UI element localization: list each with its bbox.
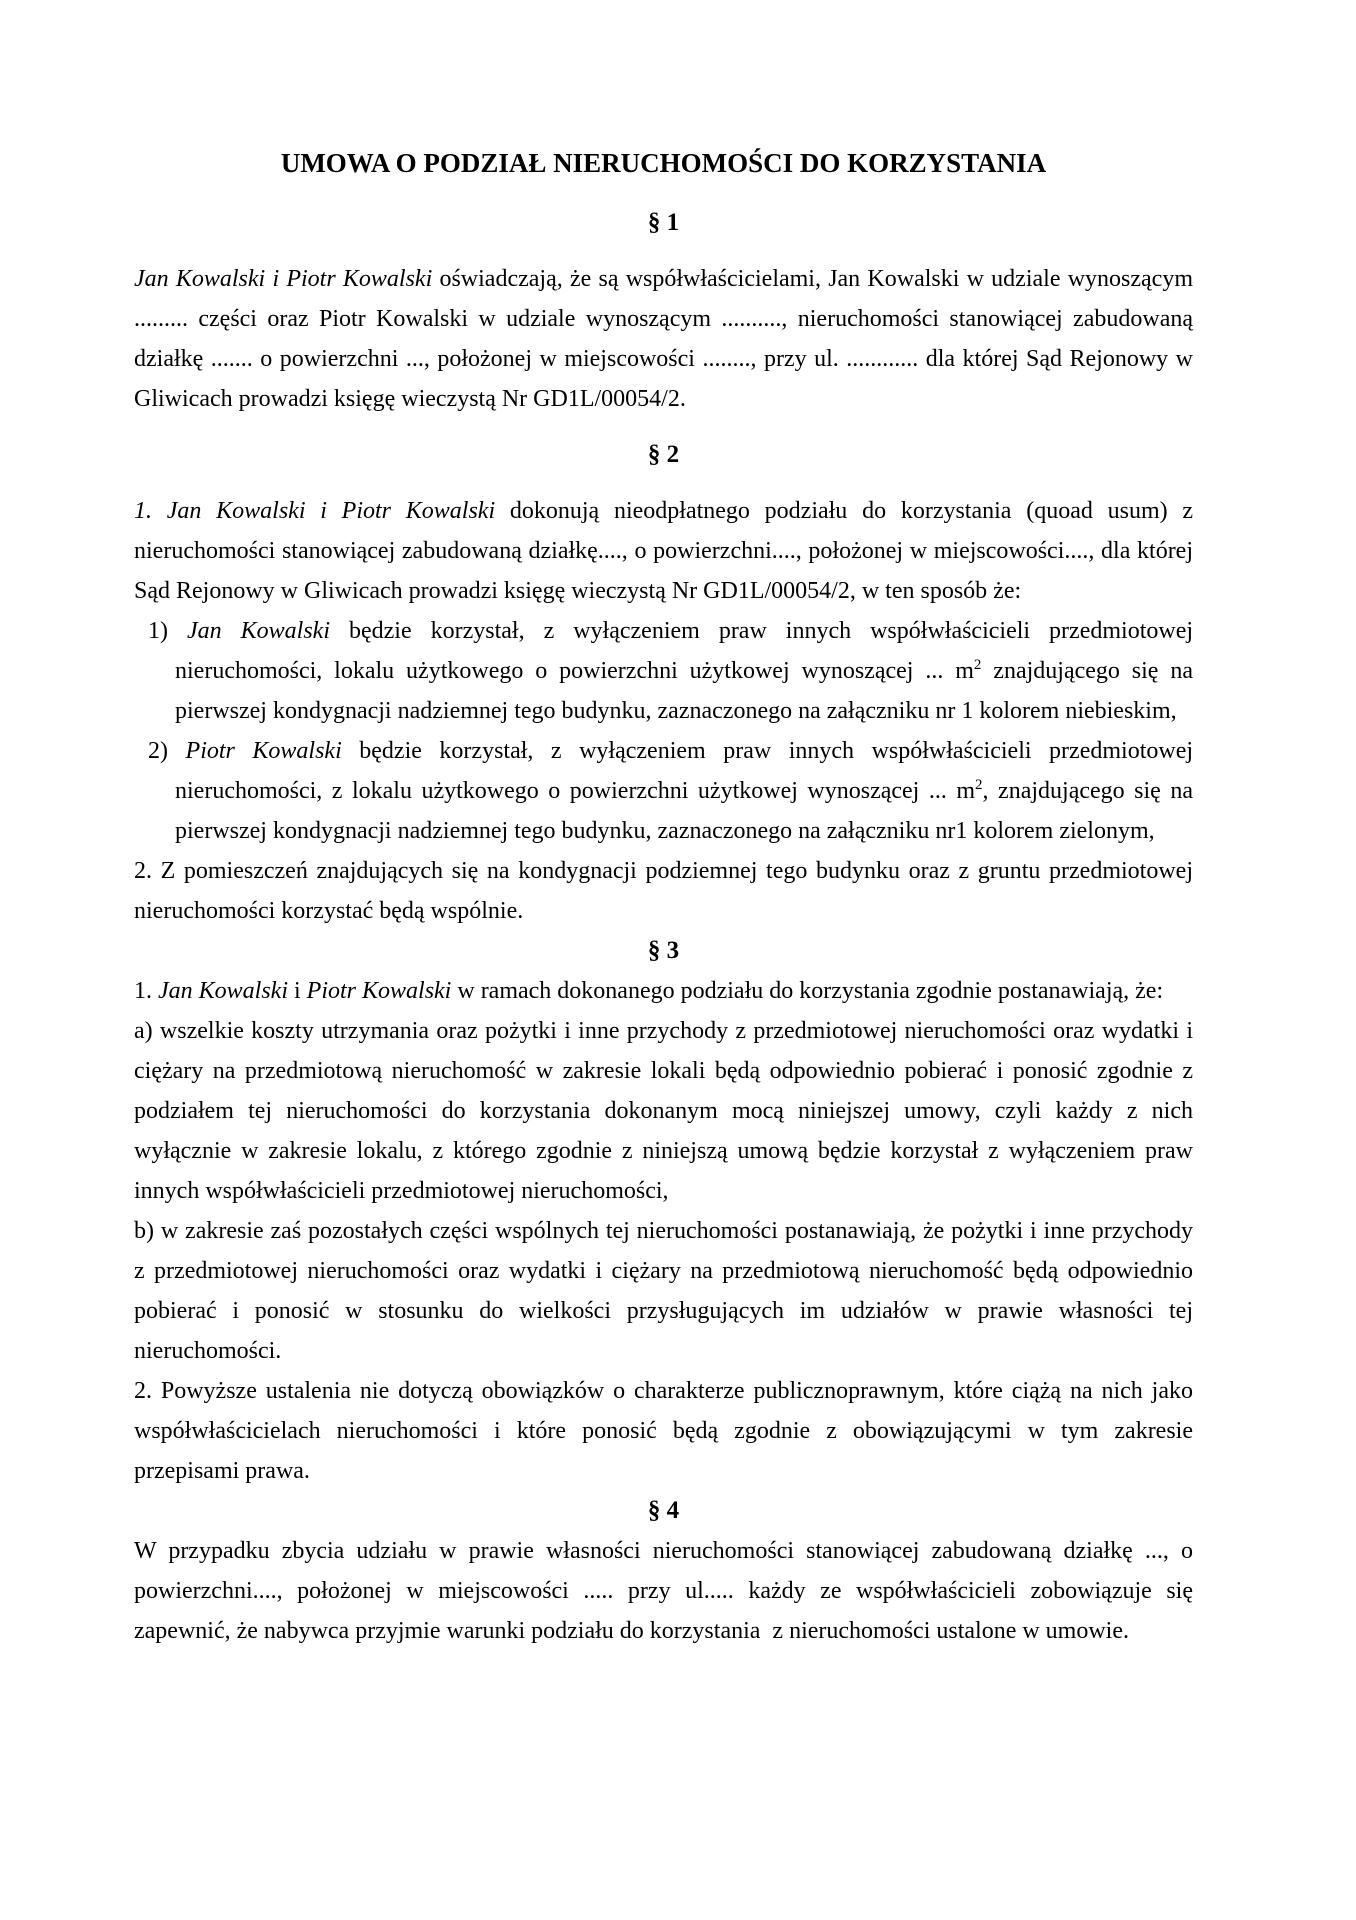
par3-item1-intro <box>134 971 1193 1011</box>
text-run: 1) <box>148 618 187 644</box>
text-run: będzie korzystał, z wyłączeniem praw innych współwłaścicieli przedmiotowej nieruchomości, lokalu użytkowego o powierzchni użytkowej wynoszącej ... m <box>175 618 1194 684</box>
text-run: , znajdującego się na pierwszej kondygnacji nadziemnej tego budynku, zaznaczonego na załączniku nr1 kolorem zielonym, <box>175 778 1193 844</box>
section-heading: § 3 <box>647 937 680 964</box>
par2-subitem1-jan <box>134 611 1193 731</box>
text-run: 2) <box>148 738 186 764</box>
italic-run: Jan Kowalski i Piotr Kowalski <box>134 266 433 292</box>
par2-subitem2-piotr <box>134 731 1193 851</box>
text-run: 2. Powyższe ustalenia nie dotyczą obowiązków o charakterze publicznoprawnym, które ciążą na nich jako współwłaścicielach nieruchomości i które ponosić będą zgodnie z obowiązującymi w tym zakresie przepisami prawa. <box>134 1378 1193 1484</box>
text-run: dokonują nieodpłatnego podziału do korzystania (quoad usum) z nieruchomości stanowiącej zabudowaną działkę...., o powierzchni...., położonej w miejscowości...., dla której Sąd Rejonowy w Gliwicach prowadzi księgę wieczystą Nr GD1L/00054/2, w ten sposób że: <box>134 498 1194 604</box>
italic-run: Jan Kowalski <box>187 618 330 644</box>
par2-item1-division <box>134 491 1193 611</box>
text-run: będzie korzystał, z wyłączeniem praw innych współwłaścicieli przedmiotowej nieruchomości, z lokalu użytkowego o powierzchni użytkowej wynoszącej ... m <box>175 738 1194 804</box>
par2-item2-common-use <box>134 851 1193 931</box>
text-run: 1. <box>134 978 158 1004</box>
italic-run: Jan Kowalski <box>158 978 288 1004</box>
par1-declaration <box>134 259 1193 419</box>
text-run: w ramach dokonanego podziału do korzystania zgodnie postanawiają, że: <box>451 978 1164 1004</box>
superscript-run: 2 <box>973 657 982 673</box>
italic-run: Piotr Kowalski <box>306 978 452 1004</box>
text-run: oświadczają, że są współwłaścicielami, Jan Kowalski w udziale wynoszącym ......... części oraz Piotr Kowalski w udziale wynoszącym .........., nieruchomości stanowiącej zabudowaną działkę ....... o powierzchni ..., położonej w miejscowości ........, przy ul. ............ dla której Sąd Rejonowy w Gliwicach prowadzi księgę wieczystą Nr GD1L/00054/2. <box>134 266 1193 412</box>
superscript-run: 2 <box>975 777 983 793</box>
italic-run: 1. Jan Kowalski i Piotr Kowalski <box>134 498 496 524</box>
italic-run: Piotr Kowalski <box>185 738 342 764</box>
par3-item2-public-law <box>134 1371 1193 1491</box>
text-run: W przypadku zbycia udziału w prawie własności nieruchomości stanowiącej zabudowaną działkę ..., o powierzchni...., położonej w miejscowości ..... przy ul..... każdy ze współwłaścicieli zobowiązuje się zapewnić, że nabywca przyjmie warunki podziału do korzystania z nieruchomości ustalone w umowie. <box>134 1538 1193 1644</box>
text-run: i <box>288 978 307 1004</box>
text-run: 2. Z pomieszczeń znajdujących się na kondygnacji podziemnej tego budynku oraz z gruntu przedmiotowej nieruchomości korzystać będą wspólnie. <box>134 858 1193 924</box>
text-run: znajdującego się na pierwszej kondygnacji nadziemnej tego budynku, zaznaczonego na załączniku nr 1 kolorem niebieskim, <box>175 658 1193 724</box>
section-heading: § 4 <box>647 1497 680 1524</box>
document-title: UMOWA O PODZIAŁ NIERUCHOMOŚCI DO KORZYSTANIA <box>280 148 1047 178</box>
section-heading: § 1 <box>647 209 680 236</box>
par3-point-a <box>134 1011 1193 1211</box>
text-run: b) w zakresie zaś pozostałych części wspólnych tej nieruchomości postanawiają, że pożytki i inne przychody z przedmiotowej nieruchomości oraz wydatki i ciężary na przedmiotową nieruchomość będą odpowiednio pobierać i ponosić w stosunku do wielkości przysługujących im udziałów w prawie własności tej nieruchomości. <box>134 1218 1193 1364</box>
par3-point-b <box>134 1211 1193 1371</box>
section-heading: § 2 <box>647 441 680 468</box>
text-run: a) wszelkie koszty utrzymania oraz pożytki i inne przychody z przedmiotowej nieruchomości oraz wydatki i ciężary na przedmiotową nieruchomość w zakresie lokali będą odpowiednio pobierać i ponosić zgodnie z podziałem tej nieruchomości do korzystania dokonanym mocą niniejszej umowy, czyli każdy z nich wyłącznie w zakresie lokalu, z którego zgodnie z niniejszą umową będzie korzystał z wyłączeniem praw innych współwłaścicieli przedmiotowej nieruchomości, <box>134 1018 1193 1204</box>
document-body <box>134 203 1193 1651</box>
par4-share-sale <box>134 1531 1193 1651</box>
